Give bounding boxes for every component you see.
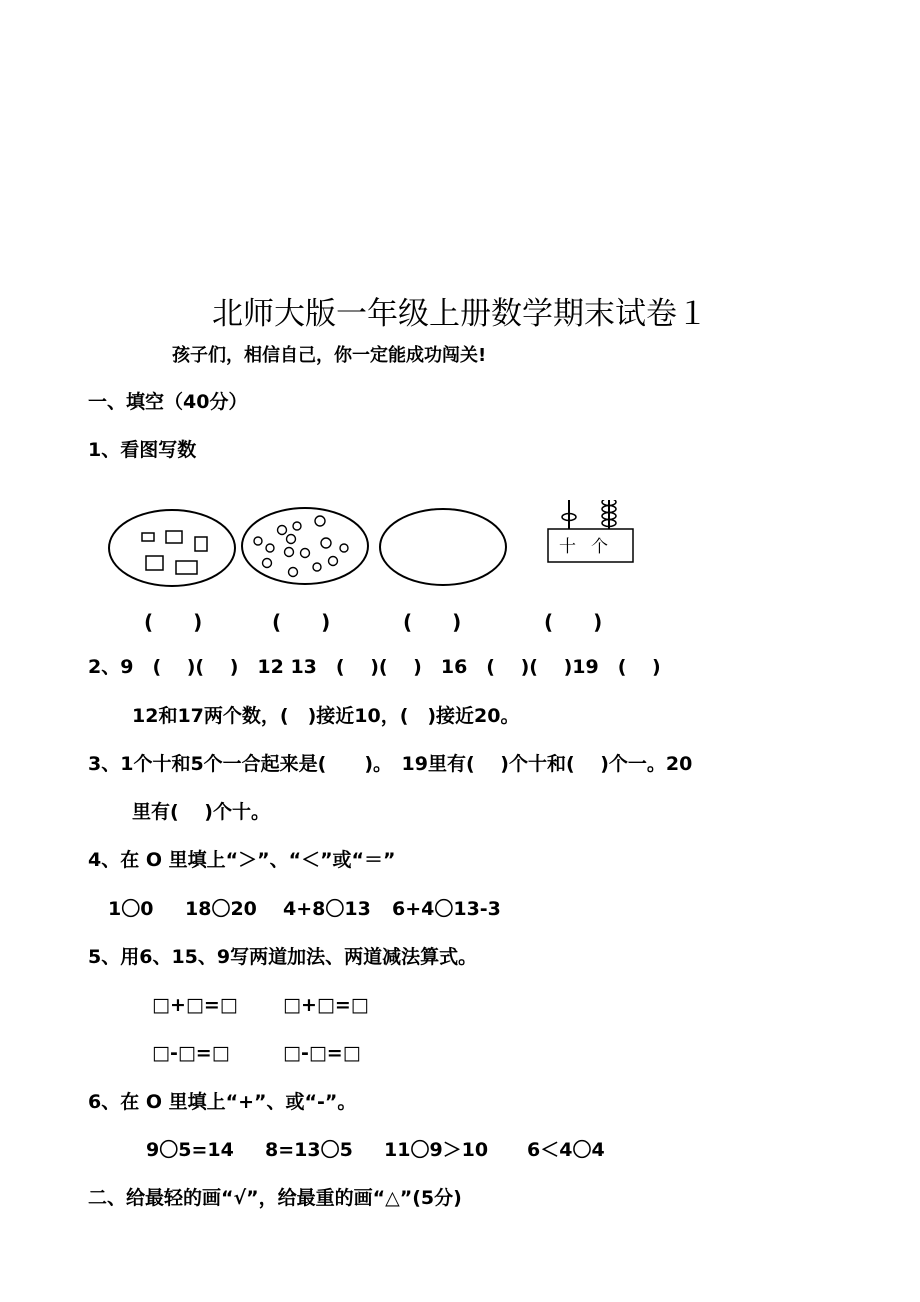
q5-sub-row-1: □-□=□ [152,1042,230,1064]
q4-item-4: 6+4〇13-3 [392,898,501,920]
answer-blank-3[interactable]: ( ) [403,610,462,634]
subtitle: 孩子们，相信自己，你一定能成功闯关! [172,345,487,366]
q2-line1: 2、9 ( )( ) 12 13 ( )( ) 16 ( )( )19 ( ) [88,656,661,678]
q4-item-2: 18〇20 [185,898,257,920]
q6-item-1: 9〇5=14 [146,1139,234,1161]
square-shape [195,537,207,551]
answer-blank-4[interactable]: ( ) [544,610,603,634]
q5-sub-row-2: □-□=□ [283,1042,361,1064]
oval-rectangles [109,510,235,586]
q5-add-row-1: □+□=□ [152,994,238,1016]
abacus-tens-label: 十 [559,537,576,557]
answer-blank-2[interactable]: ( ) [272,610,331,634]
q5-add-row-2: □+□=□ [283,994,369,1016]
square-shape [146,556,163,570]
q1-label: 1、看图写数 [88,439,197,461]
circle-dots [254,516,348,577]
q6-item-4: 6＜4〇4 [527,1139,605,1161]
q6-item-3: 11〇9＞10 [384,1139,489,1161]
abacus-ones-label: 个 [591,537,608,557]
q6-label: 6、在 O 里填上“+”、或“-”。 [88,1091,357,1113]
square-shape [176,561,197,574]
section1-heading: 一、填空（40分） [88,391,248,413]
q4-item-3: 4+8〇13 [283,898,371,920]
q1-figure [0,500,920,600]
q3-line2: 里有( )个十。 [132,801,270,823]
square-shape [142,533,154,541]
section2-heading: 二、给最轻的画“√”，给最重的画“△”(5分) [88,1187,462,1209]
q3-line1: 3、1个十和5个一合起来是( )。 19里有( )个十和( )个一。20 [88,753,693,775]
q4-label: 4、在 O 里填上“＞”、“＜”或“＝” [88,849,396,871]
q2-line2: 12和17两个数，( )接近10，( )接近20。 [132,705,520,727]
oval-empty [380,509,506,585]
q6-item-2: 8=13〇5 [265,1139,353,1161]
oval-circles [242,508,368,584]
answer-blank-1[interactable]: ( ) [144,610,203,634]
q4-item-1: 1〇0 [108,898,154,920]
page-title: 北师大版一年级上册数学期末试卷１ [212,296,708,332]
q5-label: 5、用6、15、9写两道加法、两道减法算式。 [88,946,478,968]
square-shape [166,531,182,543]
